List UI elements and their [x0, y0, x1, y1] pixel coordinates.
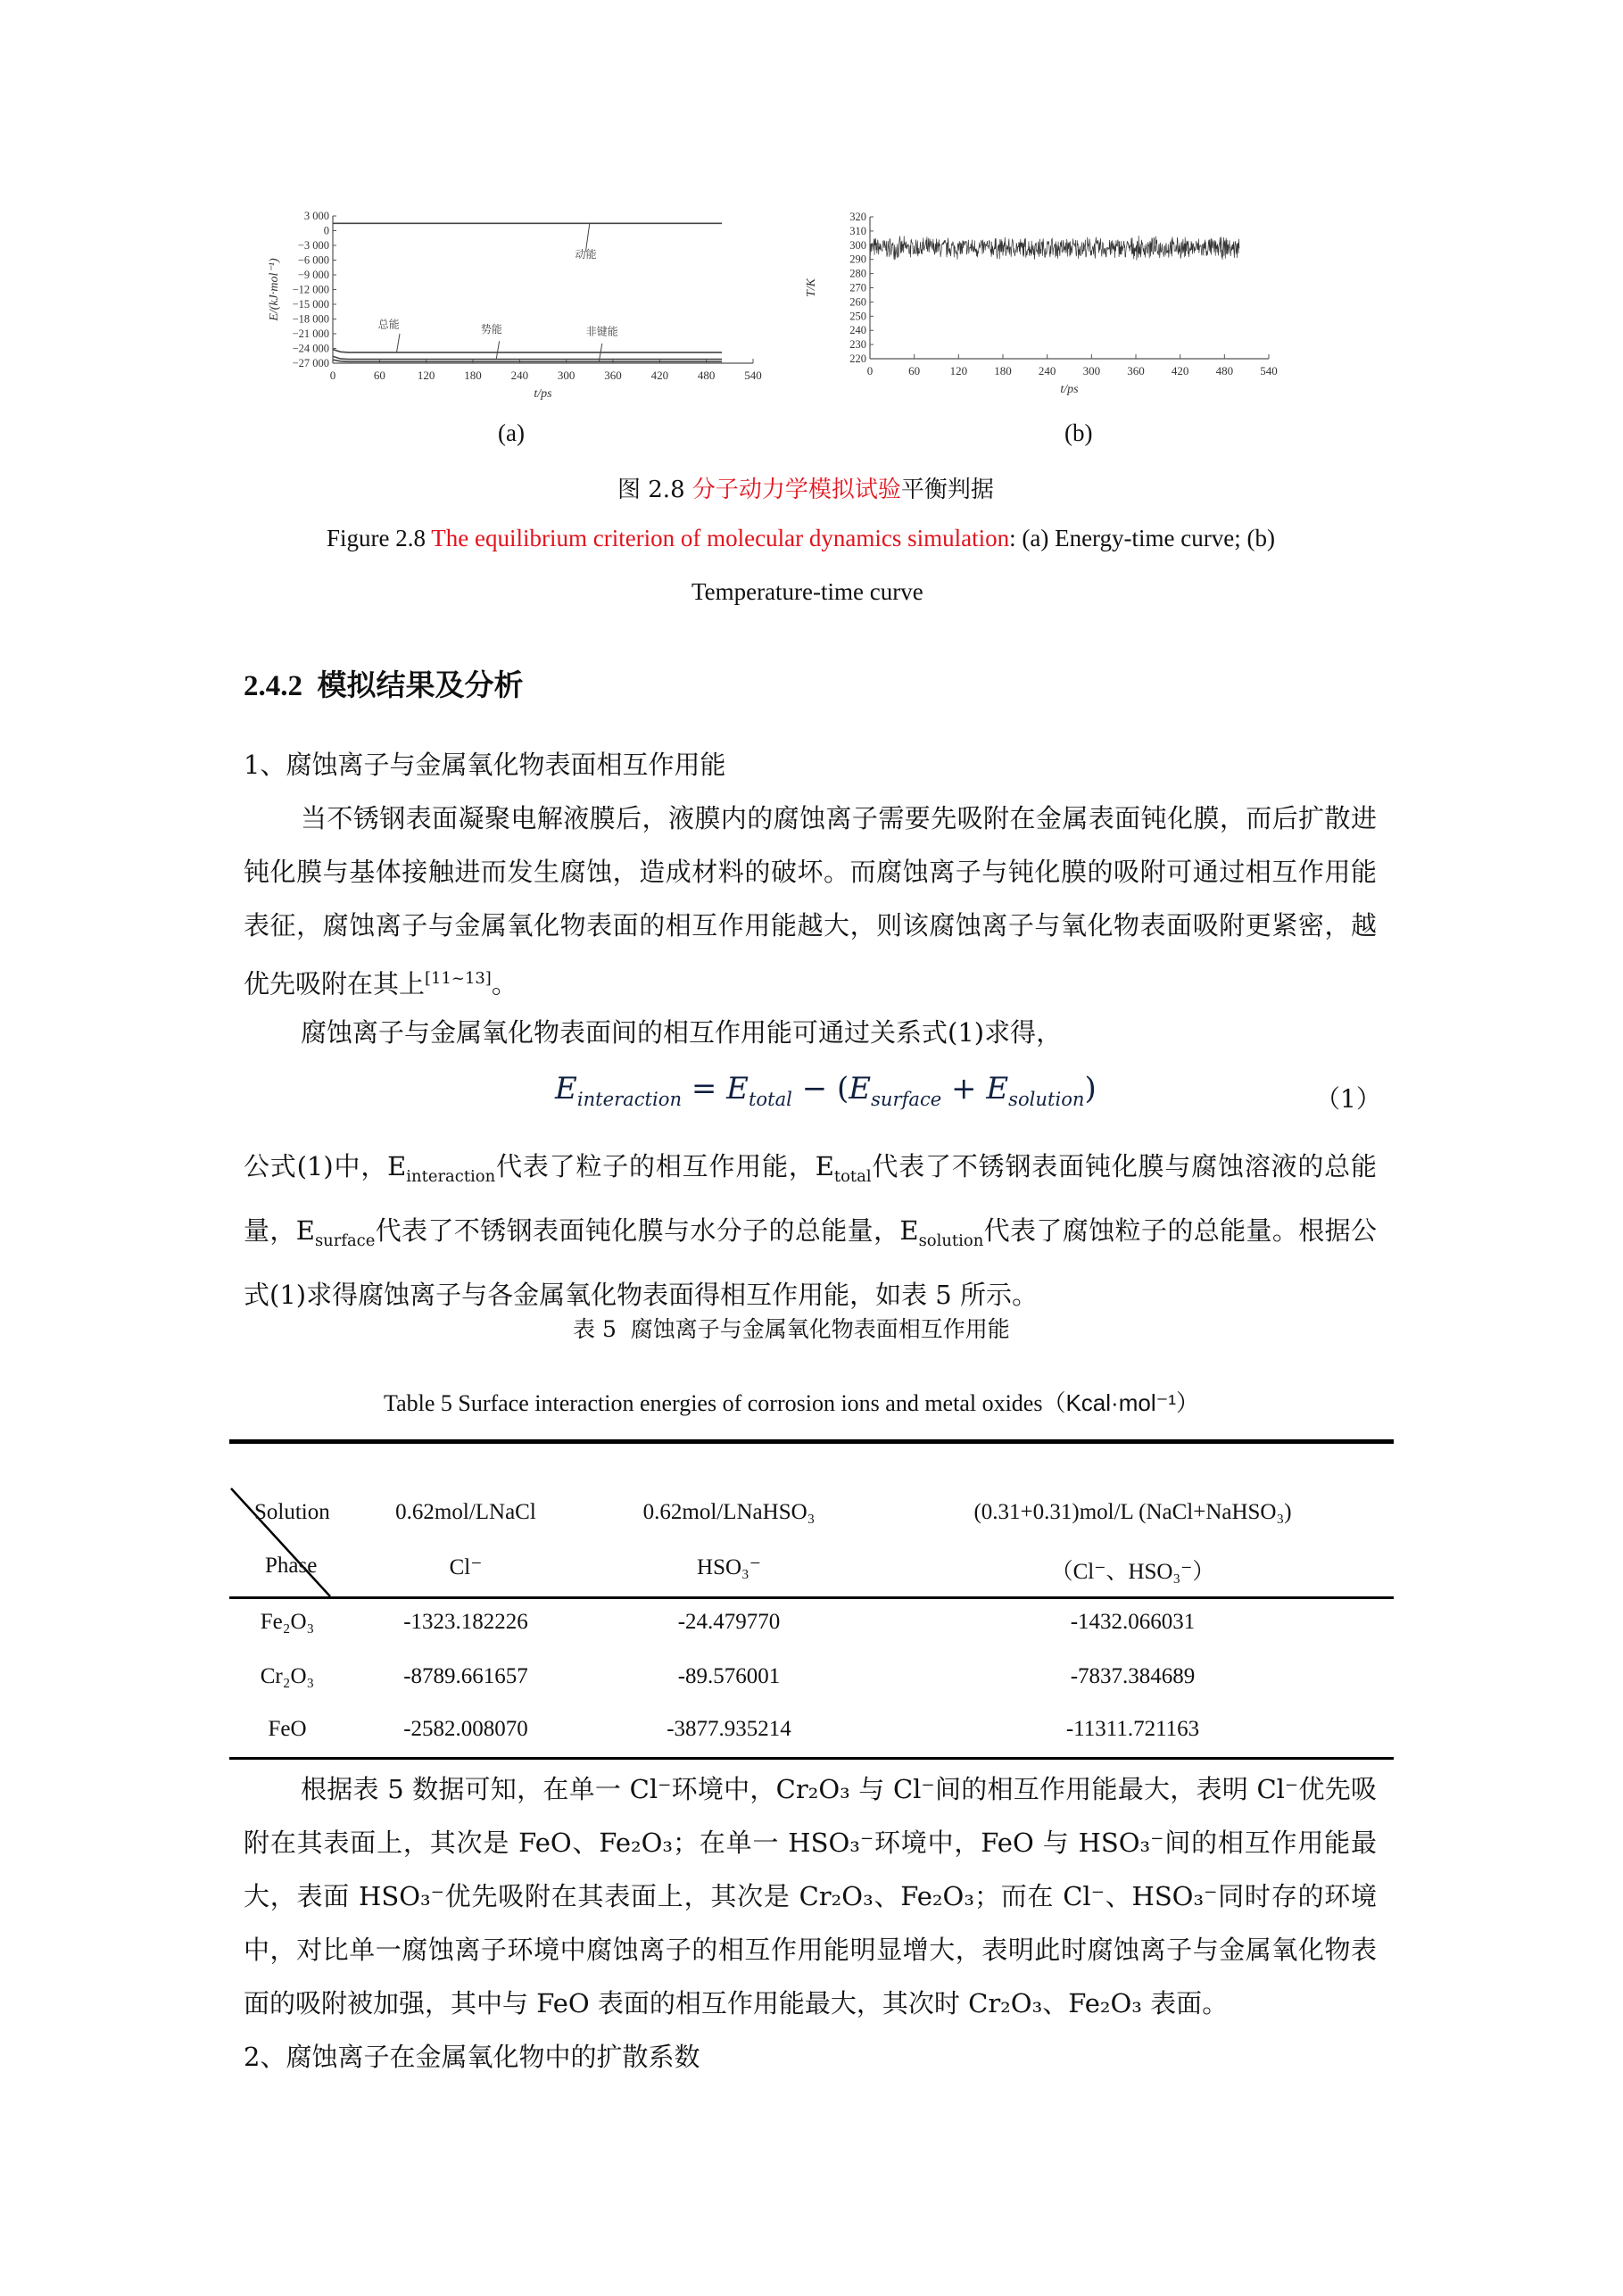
chart-temperature-time	[805, 201, 1338, 415]
x-tick-label: 60	[373, 369, 385, 382]
x-tick-label: 180	[464, 369, 482, 382]
p3-t1: 公式(1)中，E	[244, 1151, 407, 1181]
value-cell: -1323.182226	[403, 1610, 528, 1634]
y-tick-label: −15 000	[292, 298, 329, 311]
x-tick-label: 480	[1215, 364, 1234, 377]
table-bottom-rule	[229, 1757, 1394, 1760]
p3-s4: solution	[918, 1231, 984, 1250]
phase-cell: Cr₂O₃	[260, 1664, 315, 1688]
caption-en-highlight: The equilibrium criterion of molecular dynamics simulation	[431, 525, 1010, 551]
y-tick-label: 0	[323, 224, 329, 237]
formula-plus: +	[941, 1071, 987, 1107]
value-cell: -11311.721163	[1065, 1717, 1200, 1741]
figure-caption-en	[327, 525, 1275, 552]
y-tick-label: −9 000	[297, 269, 329, 281]
paragraph-3	[244, 1140, 1377, 1322]
y-tick-label: −3 000	[297, 239, 329, 252]
paragraph-2-text: 腐蚀离子与金属氧化物表面间的相互作用能可通过关系式(1)求得，	[301, 1017, 1063, 1048]
y-tick-label: 250	[849, 310, 866, 323]
x-tick-label: 240	[1038, 364, 1056, 377]
table-caption-en-text: Table 5 Surface interaction energies of corrosion ions and metal oxides	[384, 1390, 1043, 1416]
y-axis-label: E/(kJ·mol⁻¹)	[268, 258, 281, 321]
section-number: 2.4.2	[244, 670, 302, 702]
table-caption-cn: 表 5 腐蚀离子与金属氧化物表面相互作用能	[573, 1316, 1010, 1342]
x-tick-label: 420	[1171, 364, 1189, 377]
section-title: 模拟结果及分析	[317, 670, 524, 702]
formula-equals: =	[682, 1071, 727, 1107]
y-tick-label: 3 000	[303, 210, 329, 222]
table-row	[229, 1652, 1394, 1704]
value-cell: -3877.935214	[667, 1717, 791, 1741]
x-tick-label: 540	[744, 369, 762, 382]
y-tick-label: 300	[849, 238, 866, 252]
table-5	[229, 1439, 1394, 1760]
y-tick-label: 220	[849, 352, 866, 365]
x-axis-label: t/ps	[1060, 383, 1079, 396]
value-cell: -89.576001	[677, 1664, 781, 1688]
p3-s3: surface	[314, 1231, 376, 1250]
phase-cell: Fe₂O₃	[260, 1610, 315, 1634]
x-tick-label: 480	[697, 369, 716, 382]
y-tick-label: −18 000	[292, 312, 329, 326]
corner-solution-label: Solution	[254, 1500, 330, 1524]
figure-caption-cn	[617, 471, 994, 504]
y-axis-label: T/K	[805, 278, 818, 298]
annotation-label: 动能	[575, 247, 597, 261]
y-tick-label: −27 000	[292, 357, 329, 369]
y-tick-label: 280	[849, 267, 866, 280]
paragraph-1-text: 当不锈钢表面凝聚电解液膜后，液膜内的腐蚀离子需要先吸附在金属表面钝化膜，而后扩散进钝化膜与基体接触进而发生腐蚀，造成材料的破坏。而腐蚀离子与钝化膜的吸附可通过相互作用能表征，腐蚀离子与金属氧化物表面的相互作用能越大，则该腐蚀离子与氧化物表面吸附更紧密，越优先吸附在其上	[244, 803, 1377, 999]
p3-t4: 代表了不锈钢表面钝化膜与水分子的总能量，E	[375, 1214, 919, 1246]
formula-sub-interaction: interaction	[576, 1087, 683, 1110]
annotation-label: 势能	[480, 322, 502, 336]
y-tick-label: −24 000	[292, 342, 329, 355]
y-tick-label: 230	[849, 338, 866, 352]
section-heading	[244, 662, 524, 704]
corner-phase-label: Phase	[265, 1554, 318, 1578]
y-tick-label: 290	[849, 253, 866, 266]
value-cell: -2582.008070	[403, 1717, 528, 1741]
subsection-1-title: 1、腐蚀离子与金属氧化物表面相互作用能	[244, 750, 726, 780]
table-caption-unit: （Kcal·mol⁻¹）	[1042, 1389, 1199, 1416]
table-body	[229, 1599, 1394, 1757]
col-3-header: (0.31+0.31)mol/L (NaCl+NaHSO₃)	[973, 1500, 1292, 1524]
x-tick-label: 360	[604, 369, 622, 382]
caption-en-prefix: Figure 2.8	[327, 525, 432, 551]
figure-caption-en-line2: Temperature-time curve	[691, 578, 923, 605]
annotation-leader	[496, 341, 499, 359]
table-header	[229, 1444, 1394, 1596]
panel-b-label: (b)	[1064, 419, 1093, 446]
y-tick-label: −12 000	[292, 283, 329, 296]
x-tick-label: 540	[1260, 364, 1278, 377]
series-line-1	[333, 350, 722, 352]
annotation-label: 非键能	[585, 325, 618, 338]
value-cell: -24.479770	[677, 1610, 781, 1634]
y-tick-label: 240	[849, 324, 866, 337]
x-tick-label: 120	[949, 364, 968, 377]
series-line-3	[333, 360, 722, 361]
caption-cn-suffix: 平衡判据	[900, 477, 994, 503]
value-cell: -1432.066031	[1070, 1610, 1196, 1634]
y-tick-label: 320	[849, 211, 866, 223]
paragraph-4	[244, 1762, 1377, 2030]
y-tick-label: −21 000	[292, 327, 329, 340]
x-tick-label: 180	[994, 364, 1012, 377]
y-tick-label: 310	[849, 224, 866, 237]
table-row	[229, 1599, 1394, 1652]
p3-t5: 代表了腐蚀粒子的总能量。根据公式(1)求得腐蚀离子与各金属氧化物表面得相互作用能，如表 5 所示。	[244, 1214, 1377, 1310]
chart-energy-time	[263, 201, 781, 415]
x-tick-label: 300	[1082, 364, 1101, 377]
citation-ref[interactable]: [11~13]	[425, 969, 492, 988]
phase-cell: FeO	[268, 1717, 307, 1741]
x-tick-label: 120	[417, 369, 435, 382]
paragraph-1-end: 。	[491, 968, 518, 999]
formula-number: （1）	[1315, 1084, 1381, 1114]
x-tick-label: 360	[1127, 364, 1145, 377]
formula-interaction-energy	[555, 1071, 1097, 1110]
subsection-2-title: 2、腐蚀离子在金属氧化物中的扩散系数	[244, 2042, 700, 2072]
x-tick-label: 60	[908, 364, 921, 377]
formula-e3: E	[849, 1071, 872, 1107]
temperature-series-line	[870, 236, 1239, 261]
p3-s2: total	[833, 1166, 872, 1186]
col-2-header: 0.62mol/LNaHSO₃	[642, 1500, 816, 1524]
paragraph-4-text: 根据表 5 数据可知，在单一 Cl⁻环境中，Cr₂O₃ 与 Cl⁻间的相互作用能最大，表明 Cl⁻优先吸附在其表面上，其次是 FeO、Fe₂O₃；在单一 HSO₃⁻环境中，FeO 与 HSO₃⁻间的相互作用能最大，表面 HSO₃⁻优先吸附在其表面上，其次是 Cr₂O₃、Fe₂O₃；而在 Cl⁻、HSO₃⁻同时存的环境中，对比单一腐蚀离子环境中腐蚀离子的相互作用能明显增大，表明此时腐蚀离子与金属氧化物表面的吸附被加强，其中与 FeO 表面的相互作用能最大，其次时 Cr₂O₃、Fe₂O₃ 表面。	[244, 1774, 1377, 2018]
p3-s1: interaction	[406, 1166, 496, 1186]
formula-e2: E	[726, 1071, 749, 1107]
p3-t2: 代表了粒子的相互作用能，E	[495, 1151, 834, 1181]
paragraph-2	[244, 1006, 1377, 1059]
table-row	[229, 1704, 1394, 1757]
value-cell: -7837.384689	[1070, 1664, 1196, 1688]
p3-t3: 代表了不锈钢表面钝化膜与腐蚀溶液的总能量，E	[244, 1151, 1377, 1246]
paragraph-1	[244, 792, 1377, 1011]
caption-cn-prefix: 图 2.8	[617, 477, 692, 503]
formula-e4: E	[986, 1071, 1009, 1107]
col-2-subheader: HSO₃⁻	[697, 1555, 761, 1579]
x-tick-label: 300	[557, 369, 576, 382]
x-axis-label: t/ps	[534, 387, 552, 401]
y-tick-label: −6 000	[297, 253, 329, 267]
table-caption-en	[384, 1385, 1199, 1418]
x-tick-label: 240	[510, 369, 529, 382]
formula-sub-total: total	[748, 1087, 792, 1110]
x-tick-label: 420	[650, 369, 669, 382]
formula-sub-solution: solution	[1008, 1087, 1085, 1110]
x-tick-label: 0	[329, 369, 336, 382]
formula-close: )	[1084, 1071, 1097, 1107]
col-1-subheader: Cl⁻	[449, 1555, 483, 1579]
formula-sub-surface: surface	[871, 1087, 942, 1110]
annotation-label: 总能	[377, 318, 400, 331]
formula-minus: − (	[791, 1071, 849, 1107]
annotation-leader	[397, 334, 400, 352]
series-line-2	[333, 356, 722, 359]
value-cell: -8789.661657	[403, 1664, 528, 1688]
y-tick-label: 260	[849, 295, 866, 309]
col-3-subheader: （Cl⁻、HSO₃⁻）	[1050, 1560, 1215, 1584]
caption-cn-highlight: 分子动力学模拟试验	[691, 477, 901, 503]
formula-e1: E	[555, 1071, 577, 1107]
y-tick-label: 270	[849, 281, 866, 294]
panel-a-label: (a)	[498, 419, 525, 446]
caption-en-suffix: : (a) Energy-time curve; (b)	[1009, 525, 1275, 551]
col-1-header: 0.62mol/LNaCl	[395, 1500, 536, 1524]
x-tick-label: 0	[866, 364, 874, 377]
